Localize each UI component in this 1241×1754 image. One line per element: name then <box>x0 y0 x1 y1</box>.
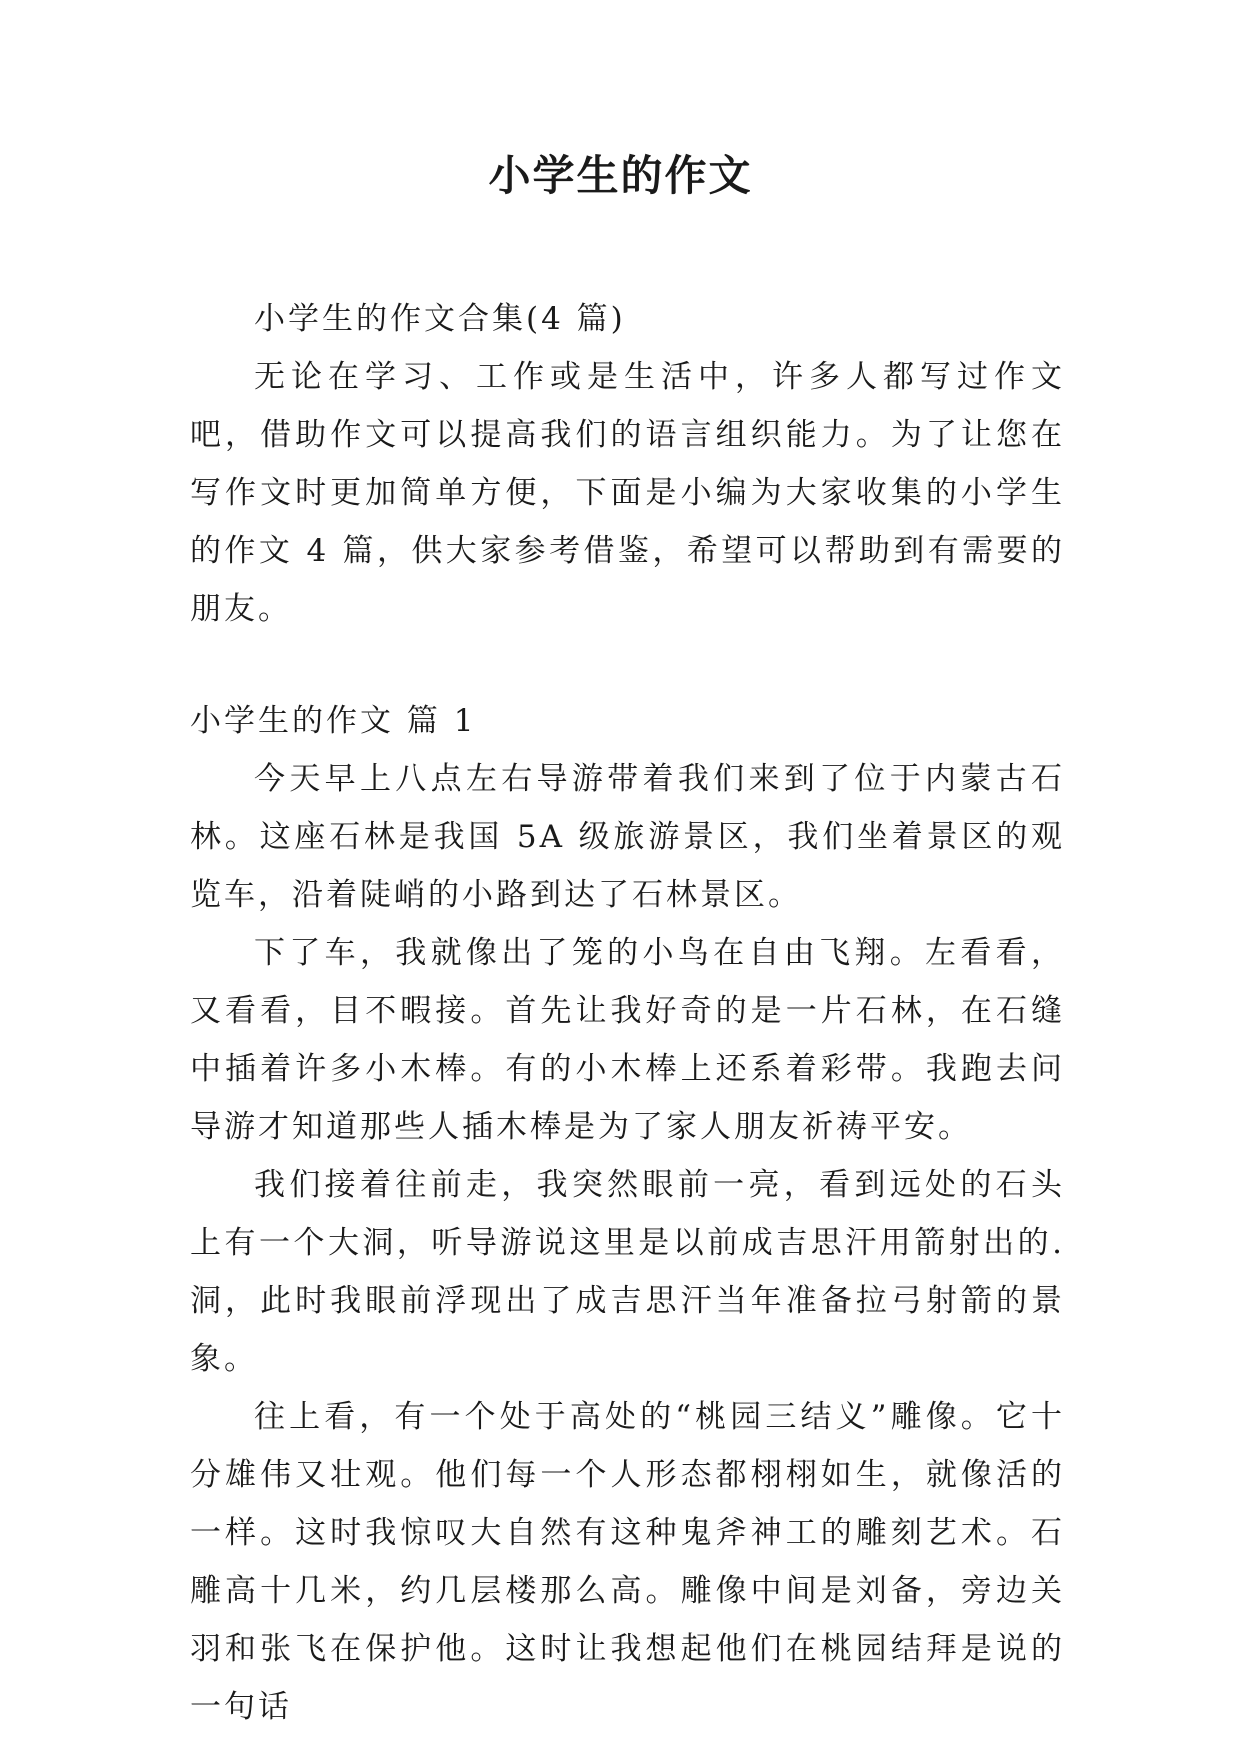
document-body <box>190 290 1065 1736</box>
section-paragraph: 今天早上八点左右导游带着我们来到了位于内蒙古石林。这座石林是我国 5A 级旅游景区，我们坐着景区的观览车，沿着陡峭的小路到达了石林景区。 <box>190 761 1065 913</box>
section-paragraph: 下了车，我就像出了笼的小鸟在自由飞翔。左看看，又看看，目不暇接。首先让我好奇的是一片石林，在石缝中插着许多小木棒。有的小木棒上还系着彩带。我跑去问导游才知道那些人插木棒是为了家人朋友祈祷平安。 <box>190 935 1065 1145</box>
section-paragraph: 我们接着往前走，我突然眼前一亮，看到远处的石头上有一个大洞，听导游说这里是以前成吉思汗用箭射出的.洞，此时我眼前浮现出了成吉思汗当年准备拉弓射箭的景象。 <box>190 1167 1065 1377</box>
intro-subtitle: 小学生的作文合集(4 篇) <box>254 301 626 337</box>
intro-paragraph: 无论在学习、工作或是生活中，许多人都写过作文吧，借助作文可以提高我们的语言组织能力。为了让您在写作文时更加简单方便，下面是小编为大家收集的小学生的作文 4 篇，供大家参考借鉴，希望可以帮助到有需要的朋友。 <box>190 359 1065 627</box>
section-paragraph: 往上看，有一个处于高处的“桃园三结义”雕像。它十分雄伟又壮观。他们每一个人形态都栩栩如生，就像活的一样。这时我惊叹大自然有这种鬼斧神工的雕刻艺术。石雕高十几米，约几层楼那么高。雕像中间是刘备，旁边关羽和张飞在保护他。这时让我想起他们在桃园结拜是说的一句话 <box>190 1399 1065 1725</box>
document-title: 小学生的作文 <box>488 151 753 200</box>
section-heading: 小学生的作文 篇 1 <box>190 703 477 739</box>
